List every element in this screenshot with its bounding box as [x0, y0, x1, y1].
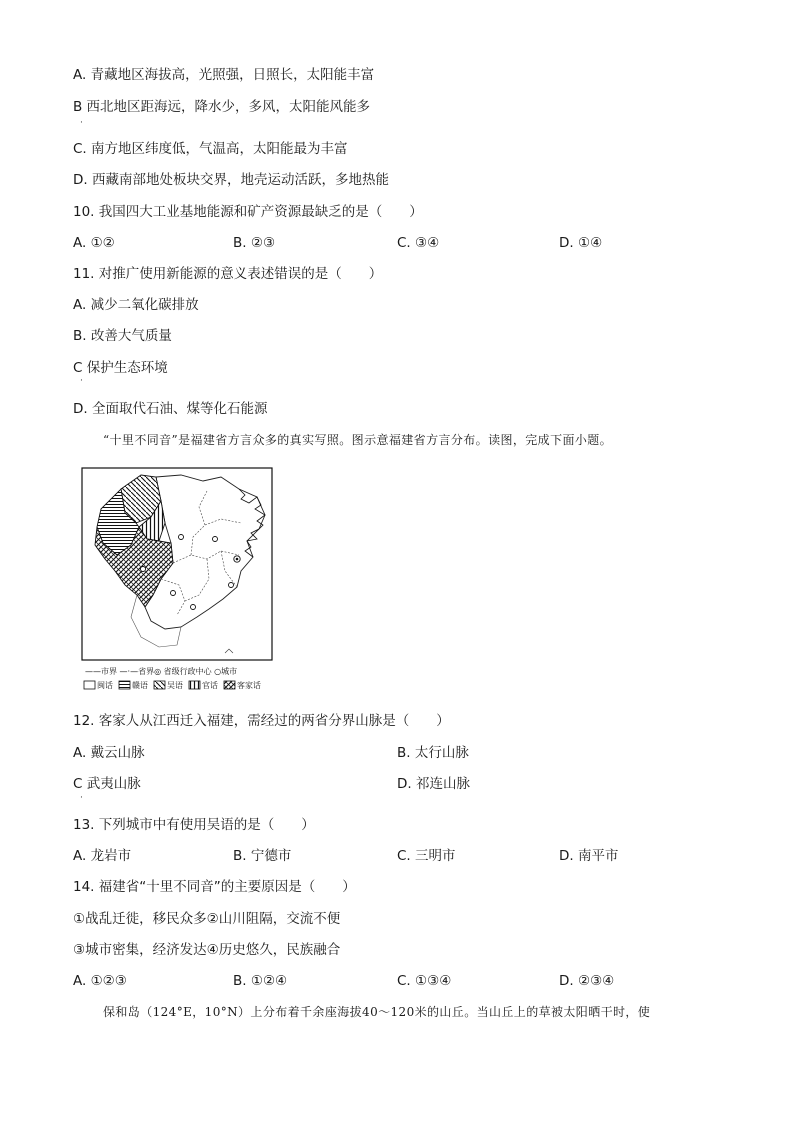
city-marker: [229, 583, 234, 588]
q14-statement-line-1: ①战乱迁徙，移民众多②山川阻隔，交流不便: [73, 911, 341, 927]
city-marker: [191, 605, 196, 610]
q11-option-c: C 保护生态环境: [73, 360, 168, 376]
fujian-intro: “十里不同音”是福建省方言众多的真实写照。图示意福建省方言分布。读图，完成下面小题。: [103, 433, 613, 447]
legend-label-guan: 官话: [202, 681, 218, 690]
q14-option-a: A. ①②③: [73, 973, 127, 989]
legend-swatch-kejia: [224, 681, 235, 689]
q13-stem: 13. 下列城市中有使用吴语的是（ ）: [73, 817, 315, 833]
city-marker: [213, 537, 218, 542]
city-marker: [141, 567, 146, 572]
legend-label-kejia: 客家话: [237, 681, 261, 690]
q14-options: [73, 972, 633, 990]
q10-options: [73, 234, 633, 252]
q9-option-b: B 西北地区距海远，降水少，多风，太阳能风能多: [73, 99, 371, 115]
q14-option-b: B. ①②④: [233, 973, 288, 989]
q14-stem: 14. 福建省“十里不同音”的主要原因是（ ）: [73, 879, 356, 895]
fujian-dialect-map: [81, 467, 275, 695]
q12-option-c: C 武夷山脉: [73, 776, 141, 792]
q12-options-row-2: [73, 775, 633, 793]
q13-option-a: A. 龙岩市: [73, 848, 132, 864]
q11-option-a: A. 减少二氧化碳排放: [73, 297, 199, 313]
stray-dot: ·: [80, 118, 83, 128]
q13-option-c: C. 三明市: [397, 848, 456, 864]
q11-option-b: B. 改善大气质量: [73, 328, 172, 344]
legend-swatch-gan: [119, 681, 130, 689]
q14-statement-line-2: ③城市密集，经济发达④历史悠久，民族融合: [73, 942, 341, 958]
q12-option-a: A. 戴云山脉: [73, 745, 145, 761]
q13-options: [73, 847, 633, 865]
q12-option-d: D. 祁连山脉: [397, 776, 470, 792]
legend-label-wu: 吴语: [167, 681, 183, 690]
legend-swatch-guan: [189, 681, 200, 689]
q13-option-b: B. 宁德市: [233, 848, 292, 864]
q14-option-c: C. ①③④: [397, 973, 452, 989]
legend-swatch-min: [84, 681, 95, 689]
q9-option-d: D. 西藏南部地处板块交界，地壳运动活跃，多地热能: [73, 172, 389, 188]
q10-stem: 10. 我国四大工业基地能源和矿产资源最缺乏的是（ ）: [73, 204, 423, 220]
city-marker: [171, 591, 176, 596]
legend-label-gan: 赣语: [132, 681, 148, 690]
q14-option-d: D. ②③④: [559, 973, 615, 989]
legend-swatch-wu: [154, 681, 165, 689]
q12-option-b: B. 太行山脉: [397, 745, 469, 761]
q9-option-a: A. 青藏地区海拔高，光照强，日照长，太阳能丰富: [73, 67, 375, 83]
q10-option-b: B. ②③: [233, 235, 276, 251]
q10-option-a: A. ①②: [73, 235, 115, 251]
q12-options-row-1: [73, 744, 633, 762]
bohol-intro: 保和岛（124°E，10°N）上分布着千余座海拔40～120米的山丘。当山丘上的草被太阳晒干时，使: [103, 1005, 651, 1019]
legend-row-1: ——市界 —·—省界◎ 省级行政中心 ○城市: [85, 667, 238, 676]
q10-option-d: D. ①④: [559, 235, 603, 251]
stray-dot: ·: [80, 793, 83, 803]
city-marker: [179, 535, 184, 540]
q11-option-d: D. 全面取代石油、煤等化石能源: [73, 401, 268, 417]
legend-row-2: [84, 680, 261, 690]
q11-stem: 11. 对推广使用新能源的意义表述错误的是（ ）: [73, 266, 383, 282]
q9-option-c: C. 南方地区纬度低，气温高，太阳能最为丰富: [73, 141, 348, 157]
q10-option-c: C. ③④: [397, 235, 440, 251]
stray-dot: ·: [80, 376, 83, 386]
q13-option-d: D. 南平市: [559, 848, 619, 864]
legend-label-min: 闽话: [97, 681, 113, 690]
q12-stem: 12. 客家人从江西迁入福建，需经过的两省分界山脉是（ ）: [73, 713, 450, 729]
